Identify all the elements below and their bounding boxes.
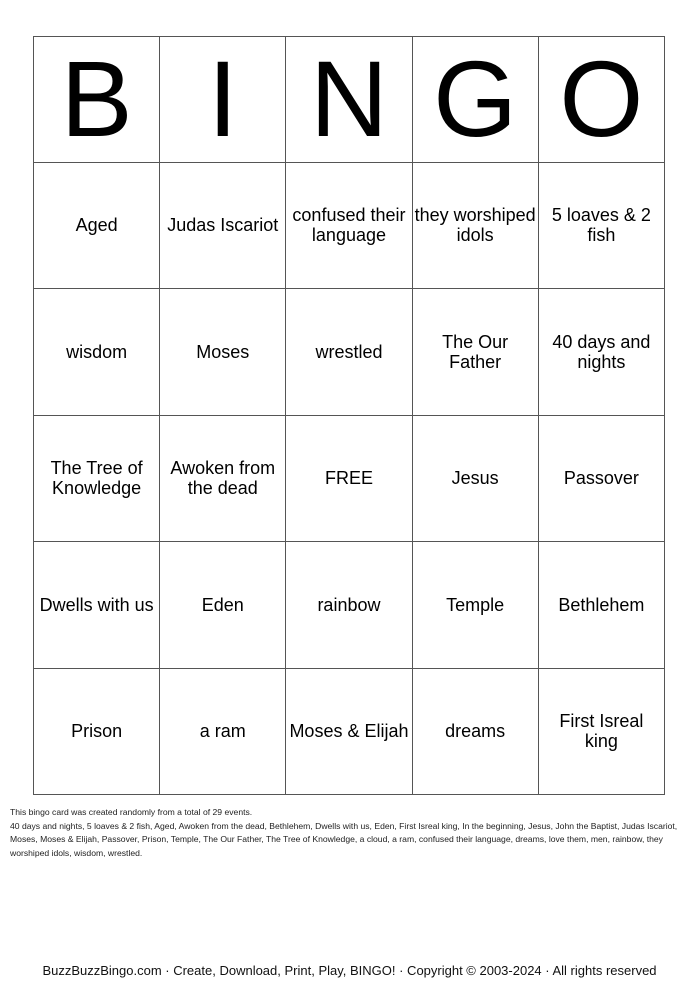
grid-row [34, 542, 665, 669]
grid-cell: Awoken from the dead [160, 415, 286, 542]
footnote-events: 40 days and nights, 5 loaves & 2 fish, Aged, Awoken from the dead, Bethlehem, Dwells with us, Eden, First Isreal king, In the beginning, Jesus, John the Baptist, Judas Iscariot, Moses, Moses & Elijah, Passover, Prison, Temple, The Our Father, The Tree of Knowledge, a cloud, a ram, confused their language, dreams, love them, men, rainbow, they worshiped idols, wisdom, wrestled. [10, 820, 678, 858]
grid-cell: rainbow [286, 542, 412, 669]
grid-cell: First Isreal king [538, 668, 664, 795]
header-letter-o: O [538, 37, 664, 163]
grid-cell: Eden [160, 542, 286, 669]
grid-cell: The Our Father [412, 289, 538, 416]
grid-cell: Moses [160, 289, 286, 416]
grid-cell: Bethlehem [538, 542, 664, 669]
grid-cell: they worshiped idols [412, 162, 538, 289]
grid-row [34, 415, 665, 542]
copyright-footer: BuzzBuzzBingo.com · Create, Download, Print, Play, BINGO! · Copyright © 2003-2024 · All rights reserved [42, 963, 657, 978]
bingo-card [33, 36, 665, 795]
header-row [34, 37, 665, 163]
free-space-cell: FREE [286, 415, 412, 542]
event-list-footnote [10, 806, 690, 860]
grid-cell: wisdom [34, 289, 160, 416]
grid-cell: confused their language [286, 162, 412, 289]
grid-cell: dreams [412, 668, 538, 795]
grid-cell: 40 days and nights [538, 289, 664, 416]
grid-cell: 5 loaves & 2 fish [538, 162, 664, 289]
grid-cell: Prison [34, 668, 160, 795]
grid-cell: Judas Iscariot [160, 162, 286, 289]
footnote-summary: This bingo card was created randomly from a total of 29 events. [10, 807, 253, 817]
grid-cell: Dwells with us [34, 542, 160, 669]
grid-cell: a ram [160, 668, 286, 795]
grid-row [34, 668, 665, 795]
header-letter-i: I [160, 37, 286, 163]
grid-row [34, 162, 665, 289]
grid-cell: The Tree of Knowledge [34, 415, 160, 542]
grid-cell: Aged [34, 162, 160, 289]
grid-cell: Passover [538, 415, 664, 542]
grid-cell: wrestled [286, 289, 412, 416]
grid-cell: Jesus [412, 415, 538, 542]
grid-cell: Temple [412, 542, 538, 669]
grid-row [34, 289, 665, 416]
header-letter-n: N [286, 37, 412, 163]
grid-cell: Moses & Elijah [286, 668, 412, 795]
header-letter-b: B [34, 37, 160, 163]
header-letter-g: G [412, 37, 538, 163]
